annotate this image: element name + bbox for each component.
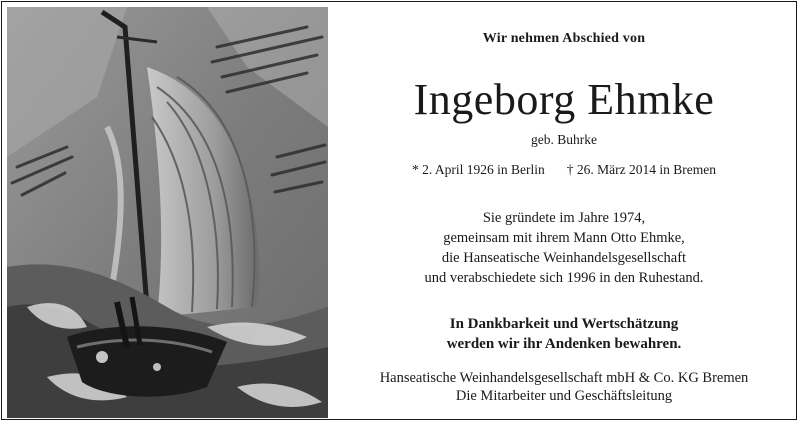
signature-staff: Die Mitarbeiter und Geschäftsleitung xyxy=(455,388,673,404)
closing-words xyxy=(332,314,796,354)
closing-line: werden wir ihr Andenken bewahren. xyxy=(446,336,682,352)
bio-line: die Hanseatische Weinhandelsgesellschaft xyxy=(441,250,687,266)
bio-line: gemeinsam mit ihrem Mann Otto Ehmke, xyxy=(443,230,685,246)
bio-line: Sie gründete im Jahre 1974, xyxy=(482,210,646,226)
life-dates xyxy=(332,162,796,178)
obituary-text xyxy=(332,2,796,419)
maiden-name: geb. Buhrke xyxy=(531,132,597,147)
deceased-name: Ingeborg Ehmke xyxy=(413,75,715,124)
signature xyxy=(332,369,796,405)
farewell-intro: Wir nehmen Abschied von xyxy=(482,31,646,46)
biography xyxy=(332,208,796,288)
sailing-ship-painting xyxy=(7,7,328,418)
birth-date: * 2. April 1926 in Berlin xyxy=(412,162,545,177)
obituary-notice xyxy=(1,1,797,420)
closing-line: In Dankbarkeit und Wertschätzung xyxy=(449,316,679,332)
death-date: † 26. März 2014 in Bremen xyxy=(566,162,716,177)
bio-line: und verabschiedete sich 1996 in den Ruhestand. xyxy=(424,270,704,286)
signature-company: Hanseatische Weinhandelsgesellschaft mbH & Co. KG Bremen xyxy=(379,370,749,386)
